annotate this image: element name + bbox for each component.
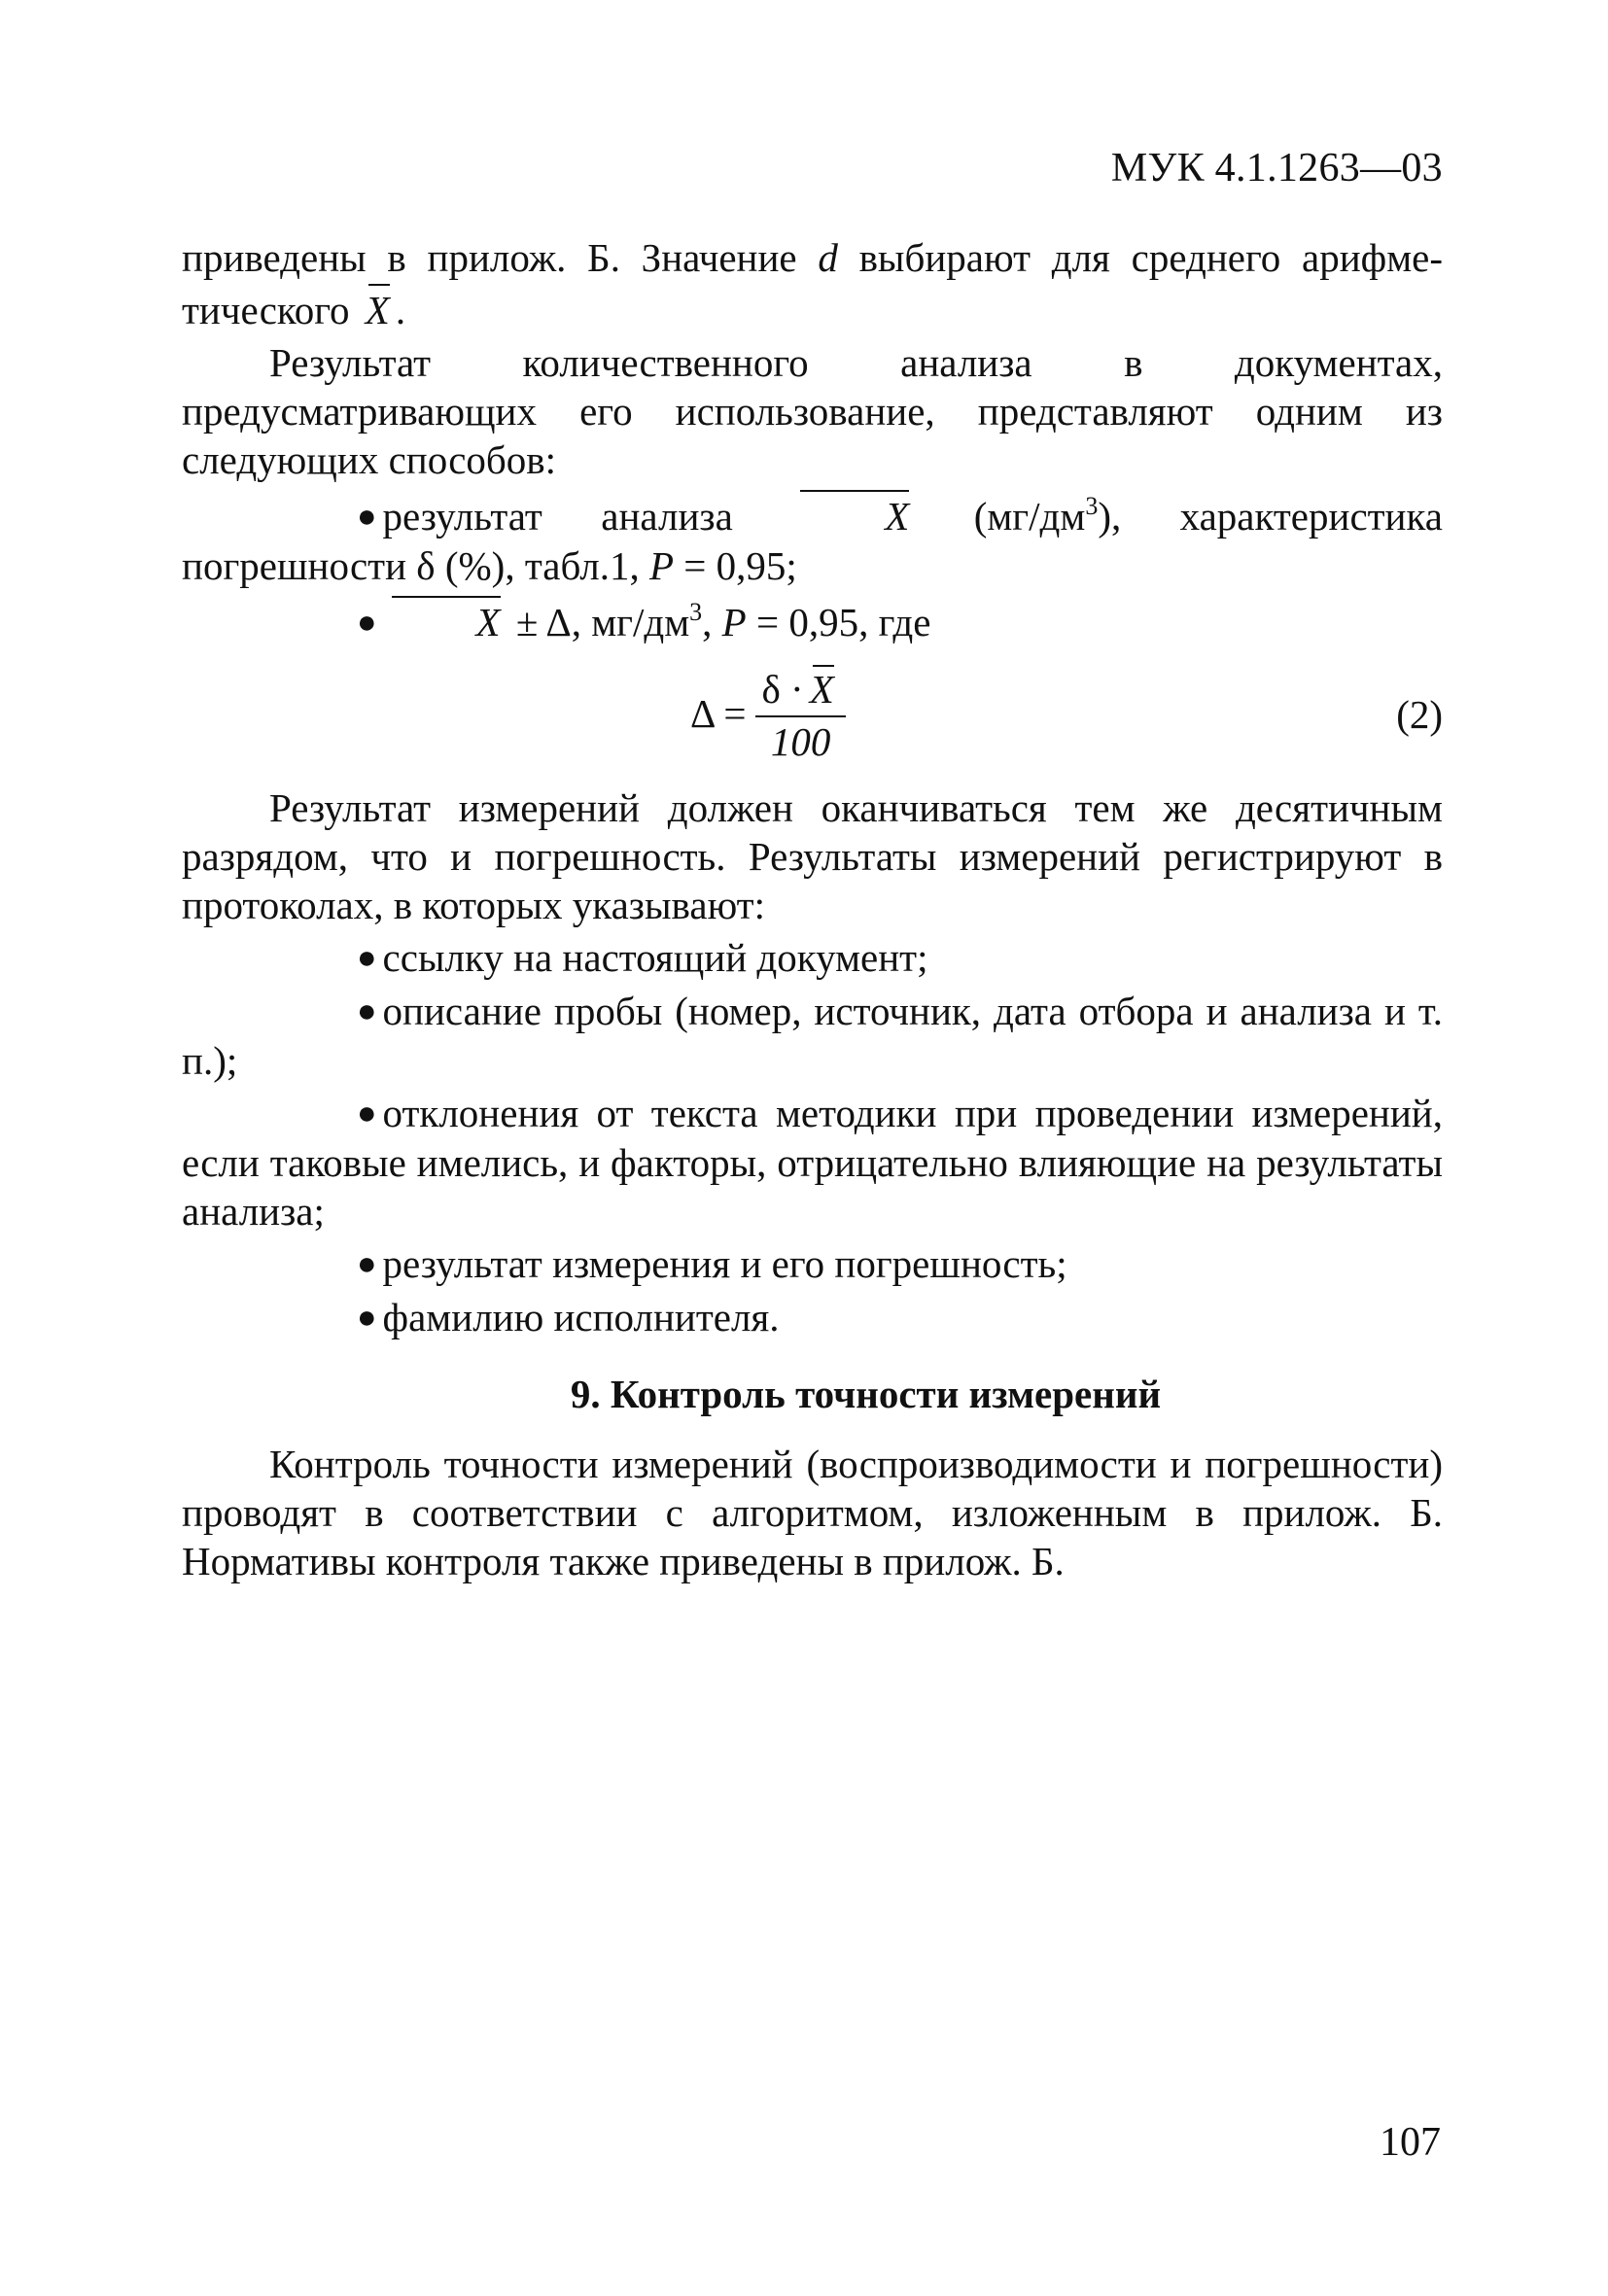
formula-numerator-text: δ ·	[761, 667, 804, 712]
bullet-item	[182, 1239, 1443, 1289]
variable-p: P	[721, 600, 747, 644]
superscript: 3	[1085, 492, 1099, 520]
bullet-icon: ●	[357, 940, 377, 976]
page-number: 107	[1380, 2120, 1441, 2165]
formula	[690, 663, 846, 764]
formula-numerator	[755, 663, 845, 717]
bullet-text: отклонения от текста методики при проведении измерений, если таковые имелись, и факторы, отрицательно влияющие на результаты анализа;	[182, 1091, 1443, 1234]
paragraph-text: .	[395, 288, 406, 332]
section-heading: 9. Контроль точности измерений	[570, 1372, 1162, 1416]
bullet-item	[182, 987, 1443, 1085]
bullet-text: ± Δ, мг/дм	[506, 600, 690, 644]
bullet-icon: ●	[357, 993, 377, 1029]
formula-lhs: Δ =	[690, 691, 747, 736]
formula-denominator: 100	[770, 719, 831, 764]
paragraph-text: выбирают для среднего арифме-тического	[182, 235, 1443, 332]
formula-block	[182, 655, 1443, 772]
bullet-icon: ●	[357, 1246, 377, 1282]
bullet-text: фамилию исполнителя.	[382, 1295, 780, 1339]
bullet-text: = 0,95;	[674, 543, 797, 588]
bullet-icon: ●	[357, 1096, 377, 1131]
bullet-text: ), характеристика погрешности δ (%), табл.1,	[182, 494, 1443, 588]
x-mean-symbol: X	[810, 663, 834, 712]
bullet-item	[182, 933, 1443, 983]
bullet-icon: ●	[357, 1300, 377, 1336]
variable-d: d	[818, 235, 838, 280]
x-mean-symbol: X	[389, 594, 501, 646]
bullet-text: ссылку на настоящий документ;	[382, 935, 928, 980]
x-mean-symbol: X	[797, 488, 909, 540]
paragraph-result-methods: Результат количественного анализа в документах, предусматривающих его использование, представляют одним из следующих способов:	[182, 340, 1443, 482]
bullet-item	[182, 594, 1443, 647]
bullet-text: результат анализа	[382, 494, 792, 539]
bullet-text: = 0,95, где	[746, 600, 931, 644]
bullet-icon: ●	[357, 499, 377, 535]
document-body	[182, 233, 1443, 1589]
bullet-icon: ●	[357, 605, 377, 641]
bullet-item	[182, 1089, 1443, 1235]
bullet-text: (мг/дм	[915, 494, 1086, 539]
document-header-code: МУК 4.1.1263—03	[1110, 146, 1443, 191]
equation-number: (2)	[1396, 692, 1443, 737]
variable-p: P	[649, 543, 675, 588]
superscript: 3	[689, 598, 703, 626]
paragraph-accuracy-control: Контроль точности измерений (воспроизводимости и погрешности) проводят в соответствии с алгоритмом, изложенным в прилож. Б. Нормативы контроля также приведены в прилож. Б.	[182, 1442, 1443, 1583]
bullet-text: результат измерения и его погрешность;	[382, 1241, 1067, 1286]
paragraph-reference	[182, 233, 1443, 334]
formula-fraction	[755, 663, 845, 764]
paragraph-registration: Результат измерений должен оканчиваться тем же десятичным разрядом, что и погрешность. Результаты измерений регистрируют в протоколах, в которых указывают:	[182, 785, 1443, 927]
bullet-item	[182, 488, 1443, 590]
bullet-text: ,	[702, 600, 722, 644]
paragraph-text: приведены в прилож. Б. Значение	[182, 235, 819, 280]
bullet-item	[182, 1293, 1443, 1342]
x-mean-symbol: X	[366, 282, 390, 334]
bullet-text: описание пробы (номер, источник, дата отбора и анализа и т. п.);	[182, 989, 1443, 1083]
